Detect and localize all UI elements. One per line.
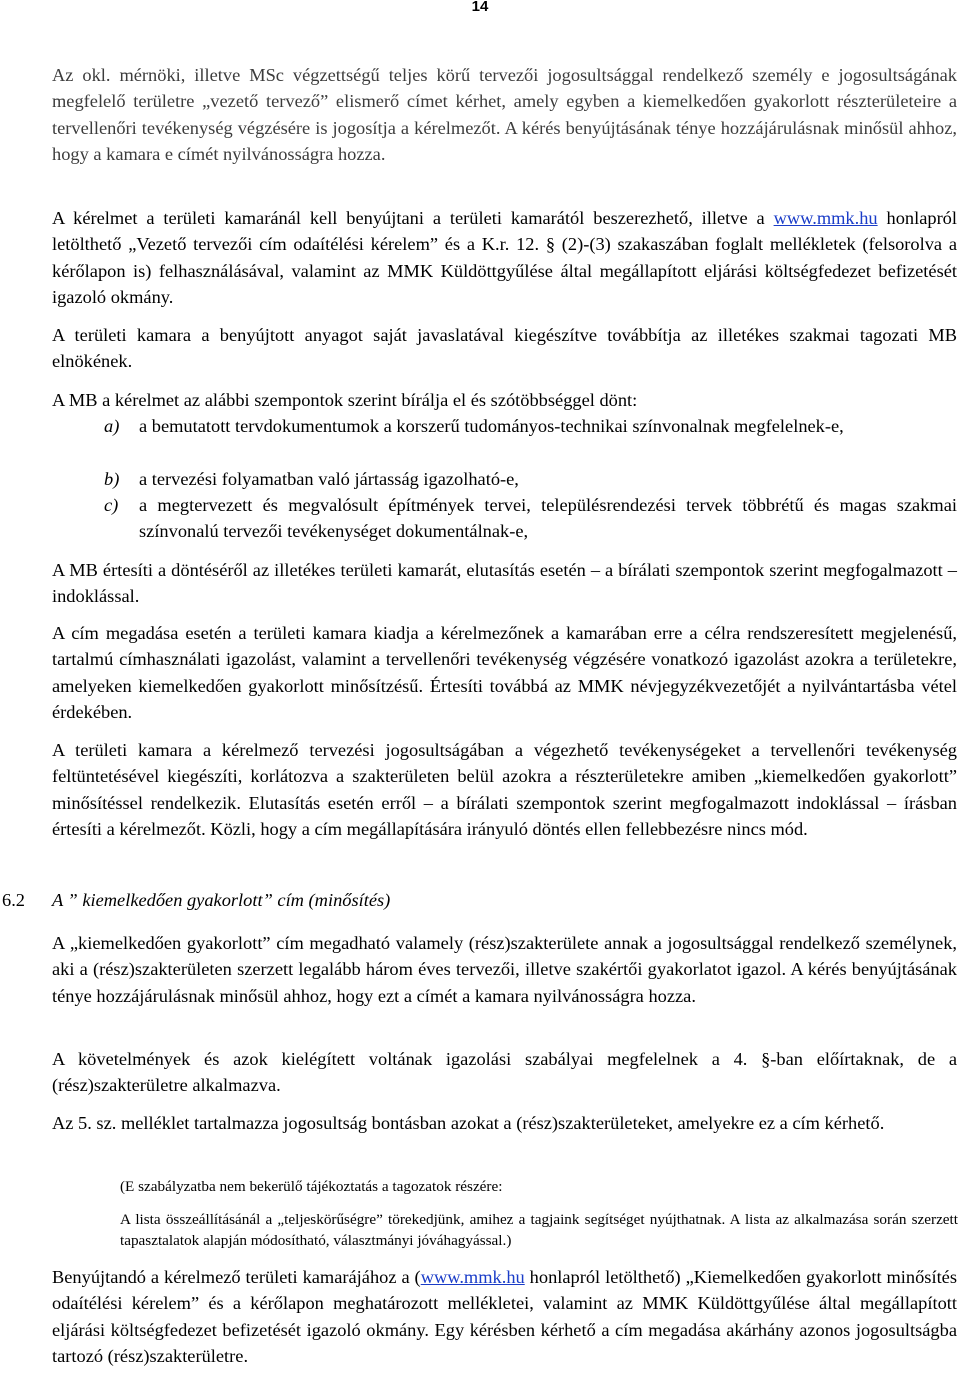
criteria-text: a megtervezett és megvalósult építmények tervei, településrendezési tervek többrétű és magas szakmai színvonalú tervezői tevékenységet dokumentálnak-e, <box>139 495 957 542</box>
criteria-marker: b) <box>104 469 120 489</box>
paragraph-submit-docs <box>52 1264 957 1370</box>
paragraph-requirements: A követelmények és azok kielégített voltának igazolási szabályai megfelelnek a 4. §-ban előírtaknak, de a (rész)szakterületre alkalmazva. <box>52 1049 957 1096</box>
criteria-item-b <box>104 466 957 492</box>
paragraph-forwarding: A területi kamara a benyújtott anyagot saját javaslatával kiegészítve továbbítja az illetékes szakmai tagozati MB elnökének. <box>52 325 957 372</box>
paragraph-vezeto-tervezo-intro: Az okl. mérnöki, illetve MSc végzettségű teljes körű tervezői jogosultsággal rendelkező személy e jogosultságának megfelelő területre „vezető tervező” elismerő címet kérhet, amely egyben a kiemelkedően gyakorlott részterületeire a tervellenőri tevékenység végzésére is jogosítja a kérelmezőt. A kérés benyújtásának ténye hozzájárulásnak minősül ahhoz, hogy a kamara e címét nyilvánosságra hozza. <box>52 65 957 165</box>
paragraph-submission-text-before: A kérelmet a területi kamaránál kell benyújtani a területi kamarától beszerezhető, illetve a <box>52 208 774 228</box>
criteria-item-c <box>104 492 957 545</box>
mmk-website-link-2[interactable]: www.mmk.hu <box>420 1267 525 1287</box>
note-text: A lista összeállításánál a „teljeskörűségre” törekedjünk, amihez a tagjaink segítséget nyújthatnak. A lista az alkalmazása során szerzett tapasztalatok alapján módosítható, választmányi jóváhagyással.) <box>120 1211 958 1249</box>
page-number: 14 <box>471 0 489 15</box>
criteria-marker: c) <box>104 495 119 515</box>
criteria-item-a <box>104 413 957 439</box>
criteria-text: a tervezési folyamatban való jártasság igazolható-e, <box>139 469 519 489</box>
section-number: 6.2 <box>2 890 25 910</box>
paragraph-kiemelkedoen-gyakorlott: A „kiemelkedően gyakorlott” cím megadható valamely (rész)szakterülete annak a jogosultsággal rendelkező személynek, aki a (rész)szakterületen szerzett legalább három éves tervezői, illetve szakértői gyakorlatot igazol. A kérés benyújtásának ténye hozzájárulásnak minősül ahhoz, hogy ezt a címét a kamara nyilvánosságra hozza. <box>52 933 957 1006</box>
paragraph-submit-text-before: Benyújtandó a kérelmező területi kamarájához a ( <box>52 1267 421 1287</box>
paragraph-submit-text-after: honlapról letölthető) „Kiemelkedően gyakorlott minősítés odaítélési kérelem” és a kérőlapon meghatározott mellékletei, valamint az MMK Küldöttgyűlése által megállapított eljárási költségfedezet befizetését igazoló okmány. Egy kérésben kérhető a cím megadása akárhány azonos jogosultságba tartozó (rész)szakterületre. <box>52 1267 957 1367</box>
mmk-website-link[interactable]: www.mmk.hu <box>773 208 878 228</box>
paragraph-submission <box>52 205 957 311</box>
criteria-marker: a) <box>104 416 120 436</box>
criteria-text: a bemutatott tervdokumentumok a korszerű tudományos-technikai színvonalnak megfelelnek-e, <box>139 416 844 436</box>
section-title: A ” kiemelkedően gyakorlott” cím (minősítés) <box>52 890 391 910</box>
paragraph-regional-chamber: A területi kamara a kérelmező tervezési jogosultságában a végezhető tevékenységeket a tervellenőri tevékenység feltüntetésével kiegészíti, korlátozva a szakterületen belül azokra a részterületekre amiben „kiemelkedően gyakorlott” minősítéssel rendelkezik. Elutasítás esetén erről – a bírálati szempontok szerint megfogalmazott indoklással – írásban értesíti a kérelmezőt. Közli, hogy a cím megállapítására irányuló döntés ellen fellebbezésre nincs mód. <box>52 740 957 840</box>
paragraph-annex-5: Az 5. sz. melléklet tartalmazza jogosultság bontásban azokat a (rész)szakterületeket, amelyekre ez a cím kérhető. <box>52 1113 885 1133</box>
paragraph-title-granting: A cím megadása esetén a területi kamara kiadja a kérelmezőnek a kamarában erre a célra rendszeresített megjelenésű, tartalmú címhasználati igazolást, valamint a tervellenőri tevékenység végzésére vonatkozó igazolást azokra a területekre, amelyeken kiemelkedően gyakorlott minősítzésű. Értesíti továbbá az MMK névjegyzékvezetőjét a nyilvántartásba vétel érdekében. <box>52 623 957 723</box>
paragraph-submission-text-after: honlapról letölthető „Vezető tervezői cím odaítélési kérelem” és a K.r. 12. § (2)-(3) szakaszában foglalt mellékletek (felsorolva a kérőlapon is) felhasználásával, valamint az MMK Küldöttgyűlése által megállapított eljárási költségfedezet befizetését igazoló okmány. <box>52 208 957 308</box>
paragraph-mb-criteria-intro: A MB a kérelmet az alábbi szempontok szerint bírálja el és szótöbbséggel dönt: <box>52 390 638 410</box>
note-heading: (E szabályzatba nem bekerülő tájékoztatás a tagozatok részére: <box>120 1178 503 1195</box>
paragraph-mb-notification: A MB értesíti a döntéséről az illetékes területi kamarát, elutasítás esetén – a bírálati szempontok szerint megfogalmazott – indoklással. <box>52 560 957 607</box>
